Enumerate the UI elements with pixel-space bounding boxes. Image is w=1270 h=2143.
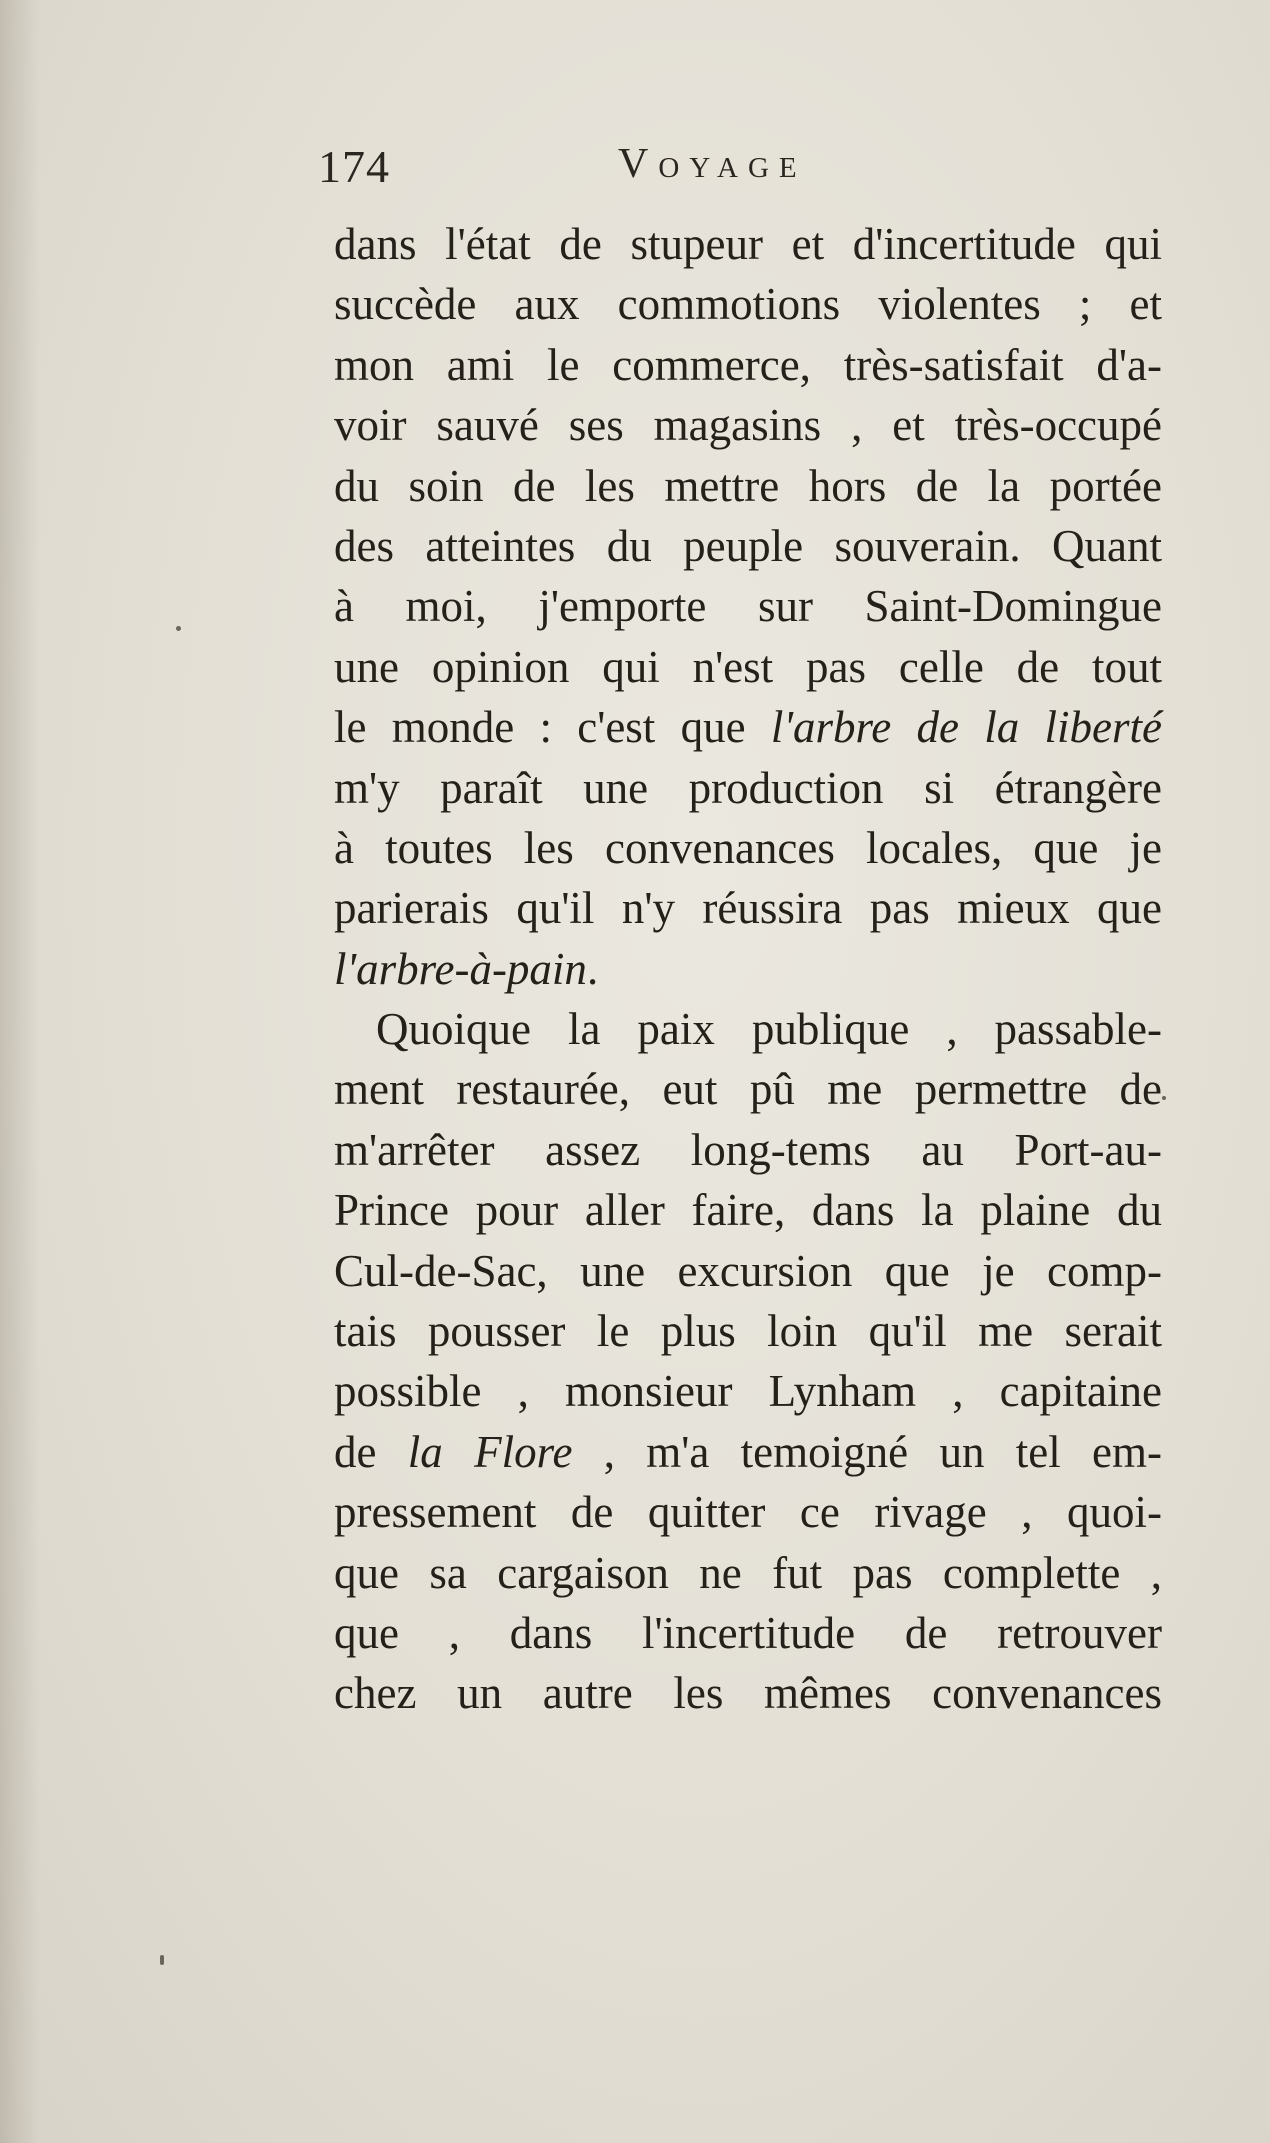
text-line: Cul-de-Sac, une excursion que je comp- [334, 1245, 1162, 1296]
text-segment: de [334, 1426, 408, 1477]
text-line: mon ami le commerce, très-satisfait d'a- [334, 339, 1162, 390]
italic-phrase: la Flore [407, 1426, 573, 1477]
text-line: que , dans l'incertitude de retrouver [334, 1607, 1162, 1658]
paragraph-start-line: Quoique la paix publique , passable- [376, 1004, 1162, 1055]
paper-speck [1162, 1096, 1166, 1100]
text-line: à moi, j'emporte sur Saint-Domingue [334, 581, 1162, 632]
text-line: m'arrêter assez long-tems au Port-au- [334, 1124, 1162, 1175]
text-line: que sa cargaison ne fut pas complette , [334, 1547, 1162, 1598]
text-line [334, 697, 1162, 757]
text-line: ment restaurée, eut pû me permettre de [334, 1064, 1162, 1115]
text-line: voir sauvé ses magasins , et très-occupé [334, 400, 1162, 451]
text-line: des atteintes du peuple souverain. Quant [334, 520, 1162, 571]
text-line: Prince pour aller faire, dans la plaine du [334, 1185, 1162, 1236]
paper-speck [176, 626, 181, 631]
paragraph-end-line [334, 939, 1162, 999]
text-line: du soin de les mettre hors de la portée [334, 460, 1162, 511]
paper-speck [160, 1955, 164, 1965]
running-head [0, 140, 1270, 200]
text-line: succède aux commotions violentes ; et [334, 279, 1162, 330]
text-segment: . [586, 943, 599, 994]
page-number: 174 [318, 141, 390, 192]
italic-phrase: l'arbre-à-pain [334, 943, 587, 994]
text-segment: , m'a temoigné un tel em- [572, 1426, 1162, 1477]
text-segment: le monde : c'est que [334, 702, 771, 753]
text-line: pressement de quitter ce rivage , quoi- [334, 1487, 1162, 1538]
text-line [334, 1422, 1162, 1482]
text-line: dans l'état de stupeur et d'incertitude qui [334, 219, 1162, 269]
running-title: Voyage [618, 141, 807, 187]
text-line: à toutes les convenances locales, que je [334, 822, 1162, 873]
text-line: une opinion qui n'est pas celle de tout [334, 641, 1162, 692]
text-line: possible , monsieur Lynham , capitaine [334, 1366, 1162, 1417]
text-line: tais pousser le plus loin qu'il me serait [334, 1306, 1162, 1357]
text-line: m'y paraît une production si étrangère [334, 762, 1162, 813]
text-line: parierais qu'il n'y réussira pas mieux que [334, 883, 1162, 934]
page-gutter-shadow [0, 0, 40, 2143]
text-line: chez un autre les mêmes convenances [334, 1668, 1162, 1719]
italic-phrase: l'arbre de la liberté [770, 702, 1162, 753]
body-text [334, 214, 1162, 1724]
